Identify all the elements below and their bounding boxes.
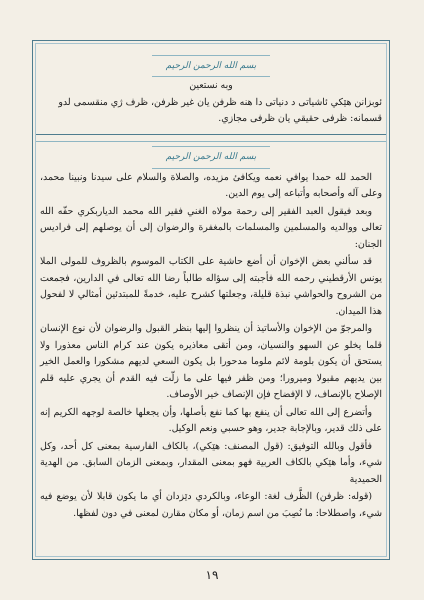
basmala-text-second: بسم الله الرحمن الرحيم bbox=[152, 146, 270, 169]
paragraph-commentary-2: (قوله: ظرفن) الظَّرف لغة: الوعاء، وبالكردي دێزدان أي ما يكون قابلا لأن يوضع فيه شيء، واصطلاحا: ما نُصِبَ من اسم زمان، أو مكان مقارن لمعنى في دون لفظها. bbox=[40, 491, 382, 519]
page-number: ١٩ bbox=[205, 568, 219, 582]
intro-line-3: قسمانه: ظرفى حقيقي يان ظرفى مجازي. bbox=[218, 113, 382, 124]
paragraph-commentary-1: فأقول وبالله التوفيق: (قول المصنف: هێكي)، بالكاف الفارسية بمعنى كل أحد، وكل شيء، وأما هێكي بالكاف العربية فهو بمعنى المقدار، وبمعنى الزمان السابق. من الهدية الحميدية bbox=[40, 440, 382, 485]
paragraph-supplication: وأتضرع إلى الله تعالى أن ينفع بها كما نفع بأصلها، وأن يجعلها خالصة لوجهه الكريم إنه على ذلك قدير، وبالإجابة جدير، وهو حسبي ونعم الوكيل. bbox=[40, 406, 382, 434]
paragraph-author: وبعد فيقول العبد الفقير إلى رحمة مولاه الغني فقير الله محمد الدياربكري حفّه الله تعالى ووالديه والمسلمين والمسلمات بالمغفرة والرضوان إلى أن يوصلهم إلى فراديس الجنان: bbox=[40, 205, 382, 250]
intro-line-2: ئوبزانن هێكي ئاشياتى د دنياتى دا هنه ظرفن يان غير ظرفن، ظرف ژي منقسمى لدو bbox=[58, 96, 382, 108]
basmala-text-top: بسم الله الرحمن الرحيم bbox=[152, 55, 270, 78]
basmala-header-top bbox=[40, 56, 382, 76]
paragraph-request: قد سألني بعض الإخوان أن أضع حاشية على الكتاب الموسوم بالظروف للمولى الملا يونس الأرقطيني رحمه الله فأجبته إلى سؤاله طالباً رضا الله تعالى في الدارين، فجمعت من الشروح والحواشي نبذة قليلة، وجعلتها كشرح عليه، خدمةً للمبتدئين أمثالي لا لفحول هذا الميدان. bbox=[40, 256, 382, 317]
basmala-header-second bbox=[40, 148, 382, 168]
paragraph-hope: والمرجوّ من الإخوان والأساتيذ أن ينظروا إليها بنظر القبول والرضوان لأن نوع الإنسان قلما يخلو عن السهو والنسيان، ومن أتقى معاذيره يكون عند كرام الناس معذورا ولا يستحق أن يكون بلومة لائم ملوما مدحورا بل يكون السعي لديهم مشكورا والعمل الخير بين يديهم مقبولا وميرورا؛ ومن ظفر فيها على ما زلّت فيه القدم أن يجري عليه قلم الإصلاح بالإنصاف، لا الإفضاح فإن الإنصاف خير الأوصاف. bbox=[40, 323, 382, 400]
paragraph-praise: الحمد لله حمدا يوافي نعمه ويكافئ مزيده، والصلاة والسلام على سيدنا ونبينا محمد، وعلى آله وأصحابه وأتباعه إلى يوم الدين. bbox=[40, 171, 382, 199]
intro-invocation: وبه نستعين bbox=[189, 80, 233, 91]
page-content bbox=[40, 56, 382, 523]
section-divider bbox=[36, 134, 386, 142]
